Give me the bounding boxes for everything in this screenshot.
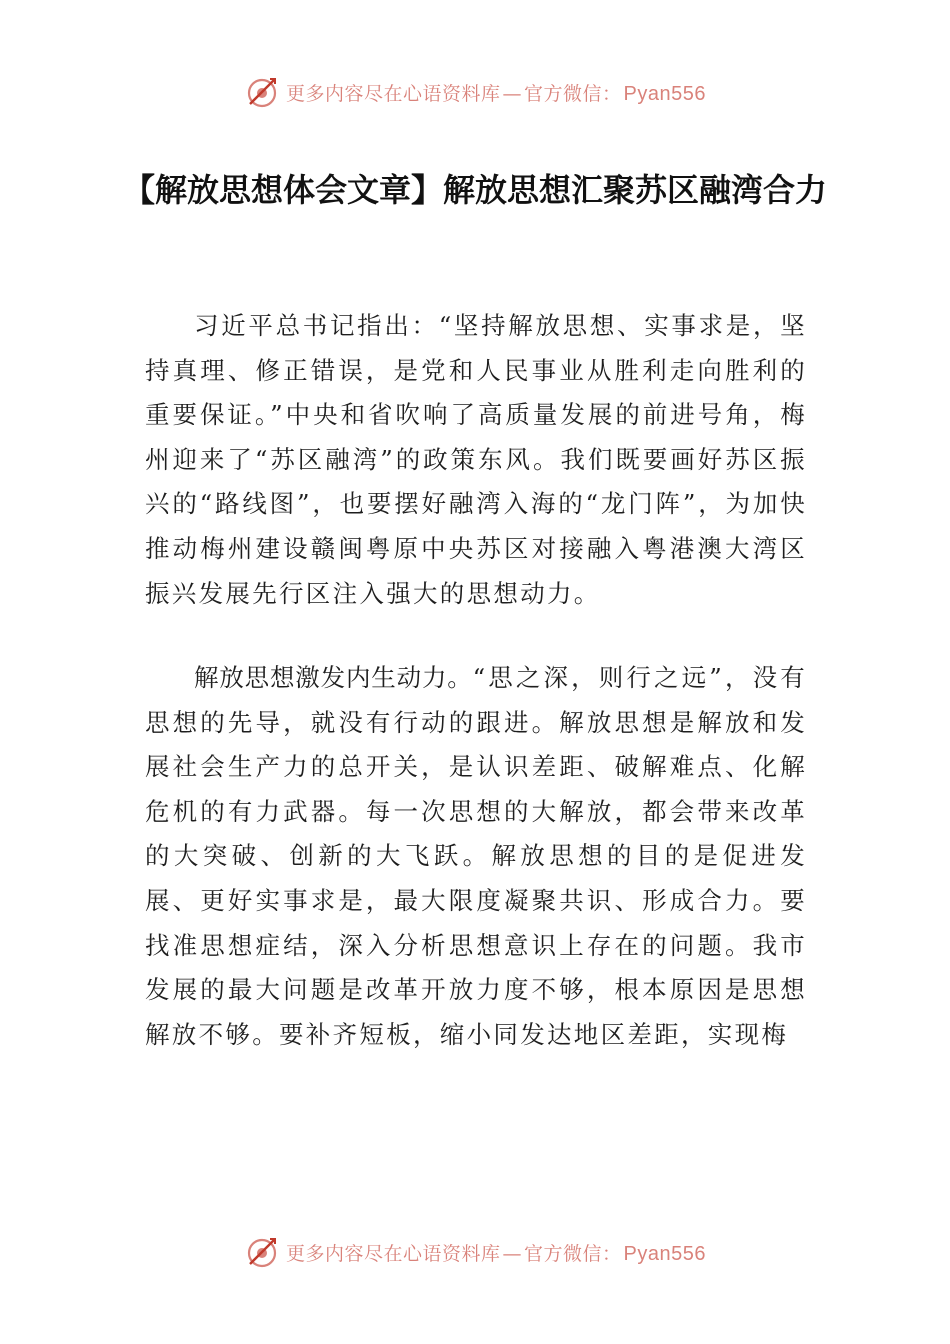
banner-text: 更多内容尽在心语资料库 — [286, 82, 501, 105]
banner-separator: — — [502, 82, 523, 105]
paragraph-1 — [145, 304, 807, 616]
logo-icon — [244, 74, 280, 110]
document-title: 【解放思想体会文章】解放思想汇聚苏区融湾合力 — [122, 171, 827, 209]
header-watermark-banner — [0, 70, 950, 114]
banner-wechat-id: Pyan556 — [623, 82, 706, 105]
paragraph-2-text: “思之深，则行之远”，没有思想的先导，就没有行动的跟进。解放思想是解放和发展社会生产力的总开关，是认识差距、破解难点、化解危机的有力武器。每一次思想的大解放，都会带来改革的大突破、创新的大飞跃。解放思想的目的是促进发展、更好实事求是，最大限度凝聚共识、形成合力。要找准思想症结，深入分析思想意识上存在的问题。我市发展的最大问题是改革开放力度不够，根本原因是思想解放不够。要补齐短板，缩小同发达地区差距，实现梅 — [145, 663, 807, 1049]
banner-wechat-label: 官方微信： — [524, 1242, 622, 1265]
banner-wechat-id: Pyan556 — [623, 1242, 706, 1265]
paragraph-2 — [145, 656, 807, 1057]
banner-separator: — — [502, 1242, 523, 1265]
paragraph-2-lead: 解放思想激发内生动力。 — [194, 663, 473, 692]
banner-wechat-label: 官方微信： — [524, 82, 622, 105]
footer-watermark-banner — [0, 1230, 950, 1274]
paragraph-1-text: 习近平总书记指出：“坚持解放思想、实事求是，坚持真理、修正错误，是党和人民事业从胜利走向胜利的重要保证。”中央和省吹响了高质量发展的前进号角，梅州迎来了“苏区融湾”的政策东风。我们既要画好苏区振兴的“路线图”，也要摆好融湾入海的“龙门阵”，为加快推动梅州建设赣闽粤原中央苏区对接融入粤港澳大湾区振兴发展先行区注入强大的思想动力。 — [145, 311, 807, 608]
banner-text: 更多内容尽在心语资料库 — [286, 1242, 501, 1265]
logo-icon — [244, 1234, 280, 1270]
